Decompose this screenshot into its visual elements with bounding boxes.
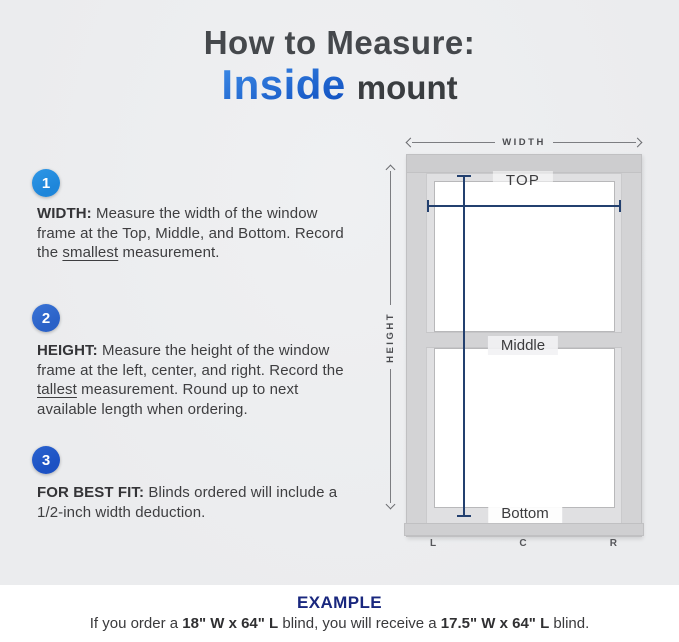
- example-part3: blind.: [549, 615, 590, 632]
- label-top: TOP: [493, 171, 553, 190]
- window-upper-pane: [434, 181, 615, 332]
- step-2-body-end: measurement. Round up to next available length when ordering.: [37, 381, 299, 418]
- arrow-left-icon: [406, 137, 416, 147]
- step-1-body-end: measurement.: [118, 244, 220, 261]
- step-3-text: [37, 483, 349, 522]
- label-bottom: Bottom: [488, 504, 562, 523]
- width-arrow: [407, 136, 641, 148]
- arrow-line: [412, 142, 495, 143]
- example-received-size: 17.5" W x 64" L: [440, 615, 550, 632]
- window-measure-diagram: [383, 134, 668, 574]
- height-arrow: [384, 166, 397, 508]
- arrow-up-icon: [386, 165, 396, 175]
- step-1-text: [37, 204, 349, 263]
- step-3-body: Blinds ordered will include a 1/2-inch width deduction.: [37, 484, 338, 521]
- step-3-label: FOR BEST FIT:: [37, 484, 145, 501]
- step-1-label: WIDTH:: [37, 205, 92, 222]
- width-measure-line: [427, 205, 621, 207]
- step-2-badge: 2: [32, 304, 60, 332]
- step-2-label: HEIGHT:: [37, 342, 98, 359]
- step-1-badge: 1: [32, 169, 60, 197]
- step-1-underlined-word: smallest: [62, 244, 119, 261]
- marker-left: L: [430, 538, 438, 549]
- step-2-body: Measure the height of the window frame at the left, center, and right. Record the: [37, 342, 344, 379]
- example-part2: blind, you will receive a: [278, 615, 441, 632]
- step-1-body: Measure the width of the window frame at the Top, Middle, and Bottom. Record the: [37, 205, 344, 261]
- height-arrow-label: HEIGHT: [385, 311, 396, 363]
- step-3-badge: 3: [32, 446, 60, 474]
- arrow-line: [390, 369, 391, 503]
- marker-center: C: [519, 538, 528, 549]
- marker-right: R: [609, 538, 618, 549]
- arrow-down-icon: [386, 500, 396, 510]
- lcr-markers: [406, 538, 642, 549]
- example-part1: If you order a: [89, 615, 183, 632]
- page-title-line2: [0, 61, 679, 109]
- title-mount-text: mount: [356, 69, 458, 106]
- page-title-line1: How to Measure:: [203, 24, 476, 61]
- window-lower-pane: [434, 348, 615, 508]
- step-2-underlined-word: tallest: [37, 381, 77, 398]
- example-heading: EXAMPLE: [297, 593, 382, 612]
- label-middle: Middle: [488, 336, 558, 355]
- width-arrow-label: WIDTH: [502, 136, 546, 148]
- step-2-text: [37, 341, 349, 419]
- arrow-line: [390, 171, 391, 305]
- example-ordered-size: 18" W x 64" L: [182, 615, 279, 632]
- title-highlight-inside: Inside: [221, 61, 346, 108]
- example-footer: [0, 585, 679, 642]
- arrow-right-icon: [633, 137, 643, 147]
- example-sentence: [0, 615, 679, 632]
- window-sill: [404, 523, 644, 536]
- arrow-line: [553, 142, 636, 143]
- height-measure-line: [463, 175, 465, 517]
